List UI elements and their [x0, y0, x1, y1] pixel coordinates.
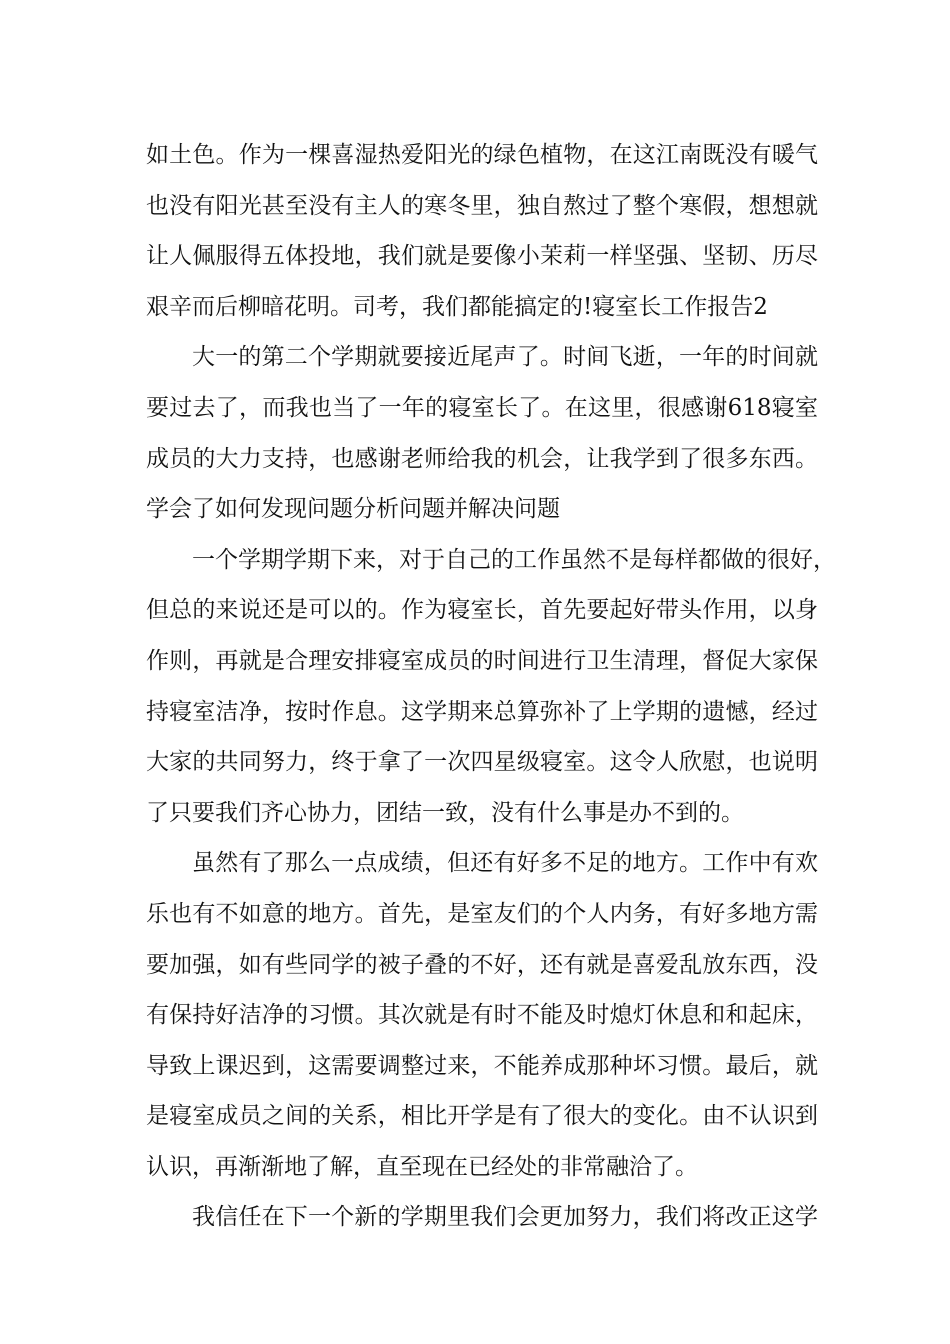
text-line: 大一的第二个学期就要接近尾声了。时间飞逝，一年的时间就 — [192, 344, 818, 371]
text-line: 了只要我们齐心协力，团结一致，没有什么事是办不到的。 — [146, 799, 744, 826]
text-line: 导致上课迟到，这需要调整过来，不能养成那种坏习惯。最后，就 — [146, 1052, 818, 1079]
text-line: 艰辛而后柳暗花明。司考，我们都能搞定的!寝室长工作报告2 — [146, 293, 768, 320]
text-line: 但总的来说还是可以的。作为寝室长，首先要起好带头作用，以身 — [146, 597, 818, 624]
text-line: 是寝室成员之间的关系，相比开学是有了很大的变化。由不认识到 — [146, 1103, 818, 1130]
text-line: 如土色。作为一棵喜湿热爱阳光的绿色植物，在这江南既没有暖气 — [146, 142, 818, 168]
text-line: 虽然有了那么一点成绩，但还有好多不足的地方。工作中有欢 — [192, 850, 818, 877]
document-body — [146, 130, 836, 1243]
text-line: 要加强，如有些同学的被子叠的不好，还有就是喜爱乱放东西，没 — [146, 951, 818, 978]
text-line: 有保持好洁净的习惯。其次就是有时不能及时熄灯休息和和起床， — [146, 1002, 818, 1029]
text-line: 乐也有不如意的地方。首先，是室友们的个人内务，有好多地方需 — [146, 900, 818, 927]
text-line: 学会了如何发现问题分析问题并解决问题 — [146, 496, 560, 523]
text-line: 要过去了，而我也当了一年的寝室长了。在这里，很感谢618寝室 — [146, 394, 818, 421]
text-line: 持寝室洁净，按时作息。这学期来总算弥补了上学期的遗憾，经过 — [146, 698, 818, 725]
text-line: 作则，再就是合理安排寝室成员的时间进行卫生清理，督促大家保 — [146, 647, 818, 674]
text-line: 我信任在下一个新的学期里我们会更加努力，我们将改正这学 — [192, 1204, 818, 1231]
text-line: 一个学期学期下来，对于自己的工作虽然不是每样都做的很好， — [192, 546, 836, 573]
text-line: 成员的大力支持，也感谢老师给我的机会，让我学到了很多东西。 — [146, 445, 818, 472]
text-line: 大家的共同努力，终于拿了一次四星级寝室。这令人欣慰，也说明 — [146, 749, 818, 776]
text-line: 也没有阳光甚至没有主人的寒冬里，独自熬过了整个寒假，想想就 — [146, 192, 818, 219]
text-line: 让人佩服得五体投地，我们就是要像小茉莉一样坚强、坚韧、历尽 — [146, 243, 818, 270]
text-line: 认识，再渐渐地了解，直至现在已经处的非常融洽了。 — [146, 1153, 698, 1180]
